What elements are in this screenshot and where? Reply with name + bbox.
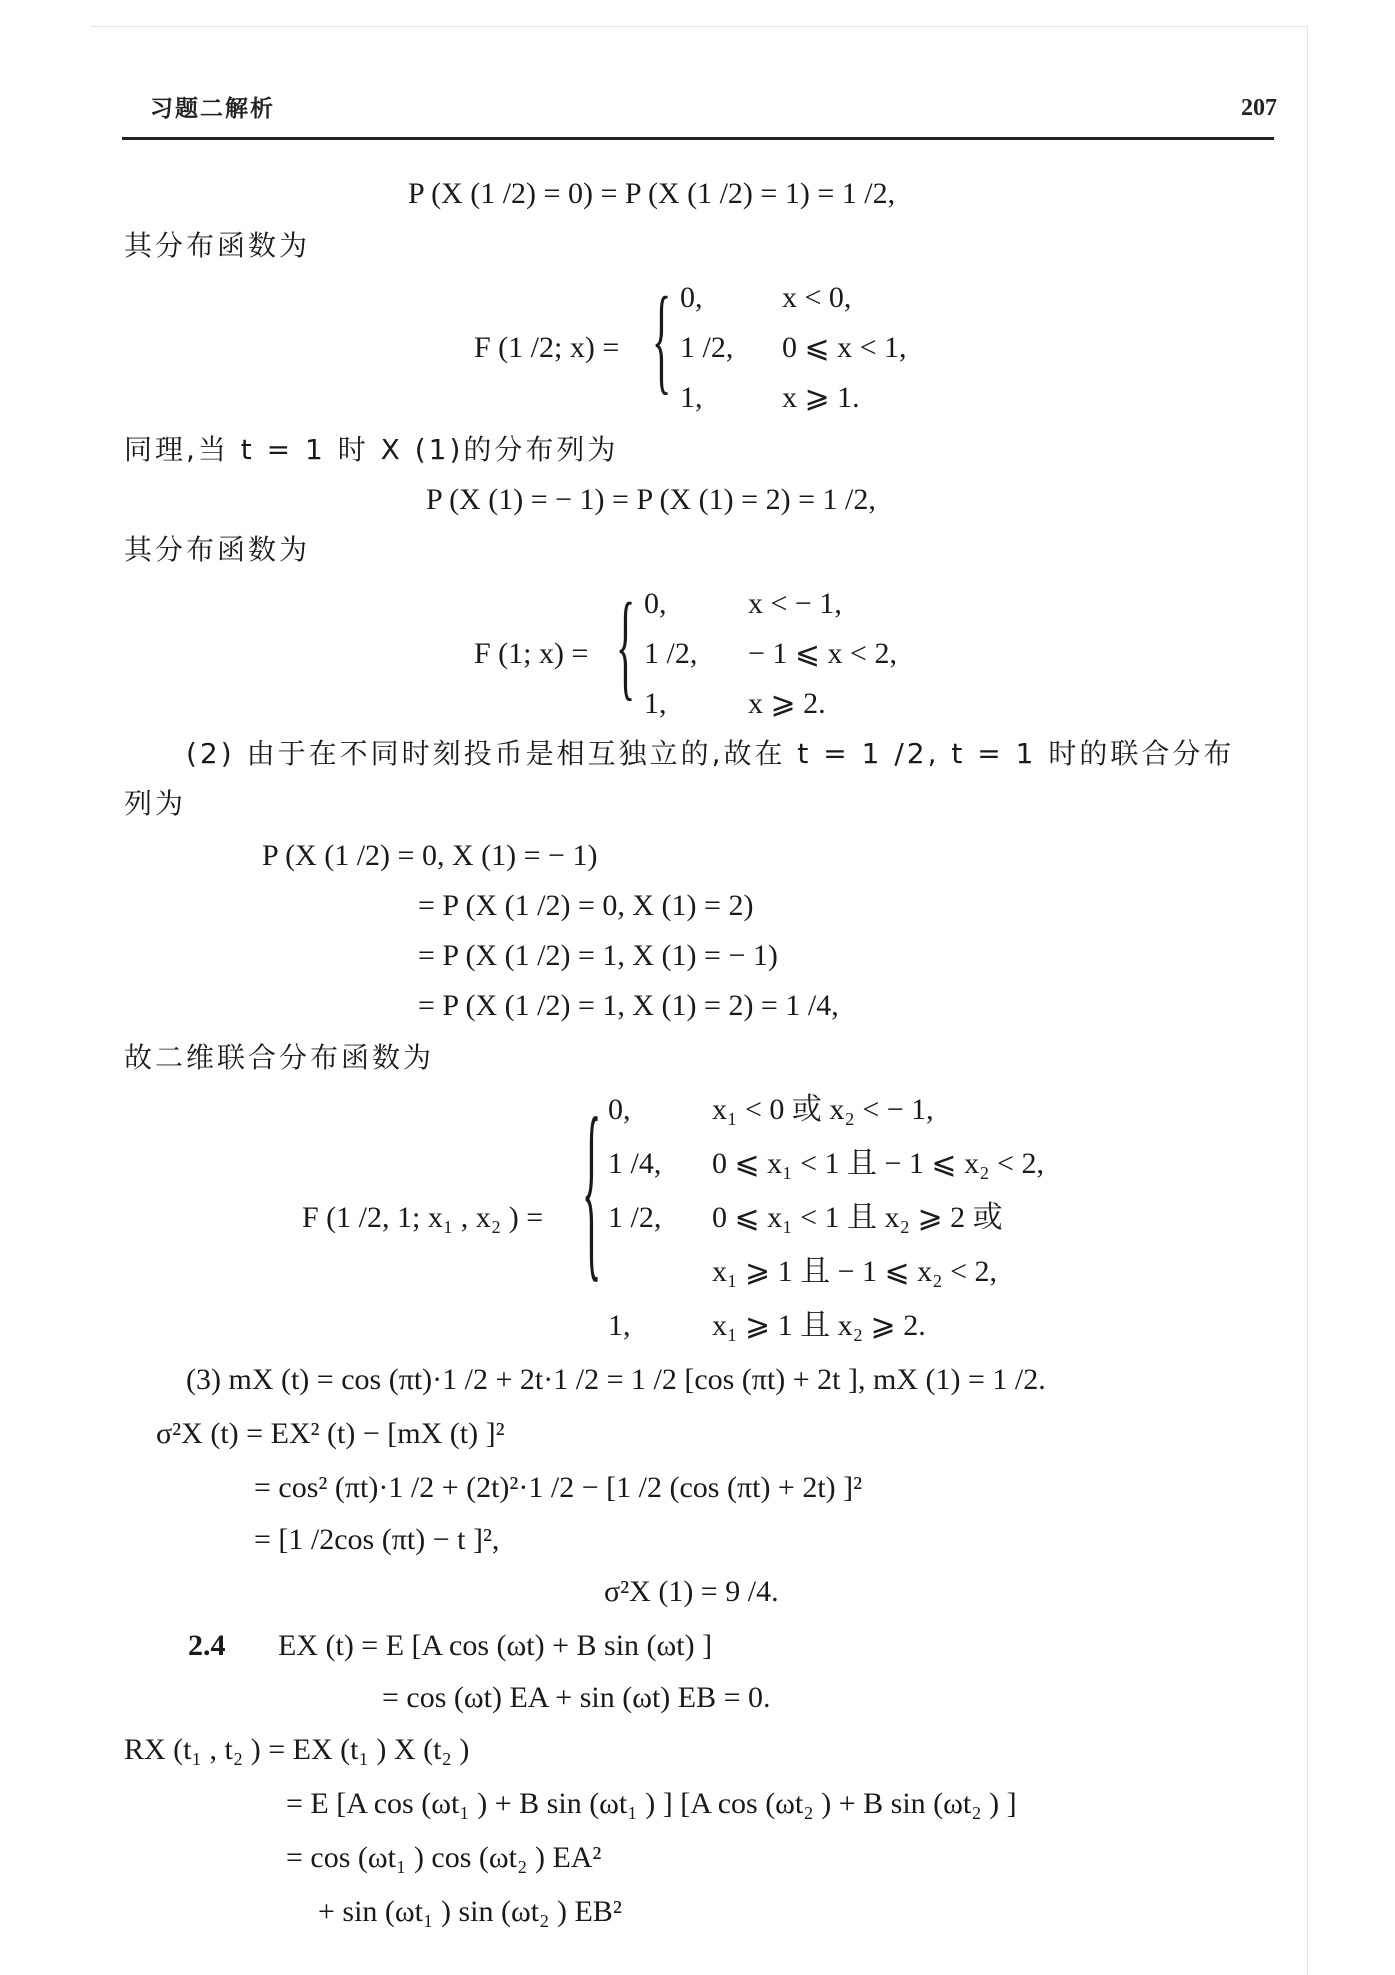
equation-line: = cos (ωt) EA + sin (ωt) EB = 0. [382, 1681, 771, 1714]
piecewise-value: 0, [608, 1093, 631, 1126]
equation-line: P (X (1 /2) = 0) = P (X (1 /2) = 1) = 1 /2, [408, 177, 896, 210]
piecewise-value: 0, [644, 587, 667, 620]
piecewise-value: 1 /2, [644, 637, 698, 670]
piecewise-lhs: F (1 /2; x) = [474, 331, 620, 364]
text-line: 列为 [124, 787, 187, 820]
piecewise-lhs: F (1; x) = [474, 637, 589, 670]
piecewise-condition: x₁ < 0 或 x₂ < − 1, [712, 1093, 934, 1126]
piecewise-condition: x ⩾ 1. [782, 381, 860, 414]
piecewise-condition: 0 ⩽ x < 1, [782, 331, 907, 364]
piecewise-condition: 0 ⩽ x₁ < 1 且 x₂ ⩾ 2 或 [712, 1201, 1003, 1234]
piecewise-value: 1, [608, 1309, 631, 1342]
left-brace: { [652, 271, 672, 406]
equation-line: + sin (ωt₁ ) sin (ωt₂ ) EB² [318, 1895, 622, 1928]
equation-line: (3) mX (t) = cos (πt)·1 /2 + 2t·1 /2 = 1 /2 [cos (πt) + 2t ], mX (1) = 1 /2. [186, 1363, 1046, 1396]
equation-line: = [1 /2cos (πt) − t ]², [254, 1523, 500, 1556]
piecewise-value: 1 /2, [608, 1201, 662, 1234]
equation-line: = cos² (πt)·1 /2 + (2t)²·1 /2 − [1 /2 (cos (πt) + 2t) ]² [254, 1471, 863, 1504]
equation-line: = P (X (1 /2) = 1, X (1) = − 1) [418, 939, 778, 972]
piecewise-value: 1, [680, 381, 703, 414]
equation-line: P (X (1 /2) = 0, X (1) = − 1) [262, 839, 598, 872]
equation-line: EX (t) = E [A cos (ωt) + B sin (ωt) ] [278, 1629, 713, 1662]
text-line: 故二维联合分布函数为 [124, 1041, 435, 1074]
equation-line: = E [A cos (ωt₁ ) + B sin (ωt₁ ) ] [A cos (ωt₂ ) + B sin (ωt₂ ) ] [286, 1787, 1017, 1820]
left-brace: { [582, 1075, 602, 1300]
piecewise-value: 1 /2, [680, 331, 734, 364]
equation-line: σ²X (t) = EX² (t) − [mX (t) ]² [156, 1417, 505, 1450]
text-line: (2) 由于在不同时刻投币是相互独立的,故在 t = 1 /2, t = 1 时的联合分布 [186, 737, 1235, 770]
page-number: 207 [1241, 95, 1277, 121]
equation-line: = P (X (1 /2) = 0, X (1) = 2) [418, 889, 754, 922]
equation-line: = cos (ωt₁ ) cos (ωt₂ ) EA² [286, 1841, 602, 1874]
equation-line: = P (X (1 /2) = 1, X (1) = 2) = 1 /4, [418, 989, 839, 1022]
piecewise-condition: x < − 1, [748, 587, 842, 620]
text-line: 其分布函数为 [124, 229, 311, 262]
piecewise-condition: 0 ⩽ x₁ < 1 且 − 1 ⩽ x₂ < 2, [712, 1147, 1044, 1180]
running-header-title: 习题二解析 [150, 96, 275, 122]
piecewise-value: 1 /4, [608, 1147, 662, 1180]
text-line: 同理,当 t = 1 时 X (1)的分布列为 [124, 433, 619, 466]
problem-number: 2.4 [188, 1629, 226, 1662]
piecewise-value: 0, [680, 281, 703, 314]
piecewise-value: 1, [644, 687, 667, 720]
left-brace: { [616, 577, 636, 712]
piecewise-lhs: F (1 /2, 1; x₁ , x₂ ) = [302, 1201, 544, 1234]
text-line: 其分布函数为 [124, 533, 311, 566]
equation-line: RX (t₁ , t₂ ) = EX (t₁ ) X (t₂ ) [124, 1733, 470, 1766]
piecewise-condition: − 1 ⩽ x < 2, [748, 637, 897, 670]
equation-line: P (X (1) = − 1) = P (X (1) = 2) = 1 /2, [426, 483, 876, 516]
equation-line: σ²X (1) = 9 /4. [604, 1575, 779, 1608]
header-rule [122, 137, 1274, 140]
piecewise-condition: x₁ ⩾ 1 且 − 1 ⩽ x₂ < 2, [712, 1255, 998, 1288]
piecewise-condition: x₁ ⩾ 1 且 x₂ ⩾ 2. [712, 1309, 926, 1342]
piecewise-condition: x < 0, [782, 281, 852, 314]
piecewise-condition: x ⩾ 2. [748, 687, 826, 720]
